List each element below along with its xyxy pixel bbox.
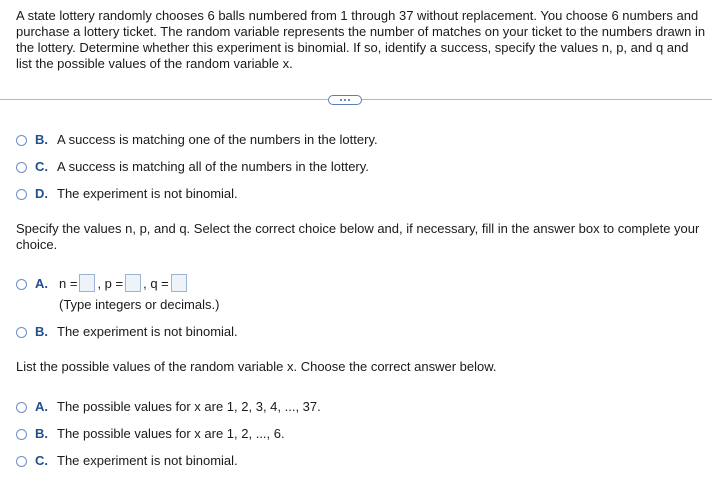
n-label: n = [59, 275, 78, 291]
question-text: A state lottery randomly chooses 6 balls numbered from 1 through 37 without replacement. You choose 6 numbers and purchase a lottery ticket. The random variable represents the number of matches on your ticket to the numbers drawn in the lottery. Determine whether this experiment is binomial. If so, identify a success, specify the values n, p, and q and list the possible values of the random variable x. [16, 8, 706, 71]
option-text: A success is matching one of the numbers in the lottery. [57, 132, 378, 147]
part3-option-c[interactable] [16, 453, 238, 469]
radio-button[interactable] [16, 162, 27, 173]
radio-button[interactable] [16, 429, 27, 440]
option-letter: C. [35, 453, 48, 468]
radio-button[interactable] [16, 327, 27, 338]
option-text: The experiment is not binomial. [57, 186, 238, 201]
part1-option-b[interactable] [16, 132, 378, 148]
option-text: The experiment is not binomial. [57, 453, 238, 468]
part1-option-c[interactable] [16, 159, 369, 175]
p-label: , p = [97, 275, 124, 291]
option-text: The experiment is not binomial. [57, 324, 238, 339]
part3-option-a[interactable] [16, 399, 321, 415]
radio-button[interactable] [16, 456, 27, 467]
p-answer-box[interactable] [125, 274, 141, 292]
part1-option-d[interactable] [16, 186, 238, 202]
option-letter: B. [35, 324, 48, 339]
show-more-button[interactable] [328, 95, 362, 105]
option-letter: A. [35, 276, 48, 291]
option-text: The possible values for x are 1, 2, ..., 6. [57, 426, 285, 441]
option-letter: B. [35, 132, 48, 147]
radio-button[interactable] [16, 135, 27, 146]
part2-prompt: Specify the values n, p, and q. Select the correct choice below and, if necessary, fill in the answer box to complete your choice. [16, 221, 700, 252]
radio-button[interactable] [16, 189, 27, 200]
part3-option-b[interactable] [16, 426, 285, 442]
part3-prompt: List the possible values of the random variable x. Choose the correct answer below. [16, 359, 497, 374]
option-text: A success is matching all of the numbers in the lottery. [57, 159, 369, 174]
n-answer-box[interactable] [79, 274, 95, 292]
option-text: The possible values for x are 1, 2, 3, 4, ..., 37. [57, 399, 321, 414]
q-answer-box[interactable] [171, 274, 187, 292]
ellipsis-icon [340, 99, 342, 101]
option-letter: A. [35, 399, 48, 414]
radio-button[interactable] [16, 402, 27, 413]
answer-hint: (Type integers or decimals.) [59, 297, 220, 312]
option-letter: D. [35, 186, 48, 201]
npq-formula [59, 274, 189, 292]
q-label: , q = [143, 275, 169, 291]
option-letter: B. [35, 426, 48, 441]
part2-option-b[interactable] [16, 324, 238, 340]
option-letter: C. [35, 159, 48, 174]
radio-button[interactable] [16, 279, 27, 290]
